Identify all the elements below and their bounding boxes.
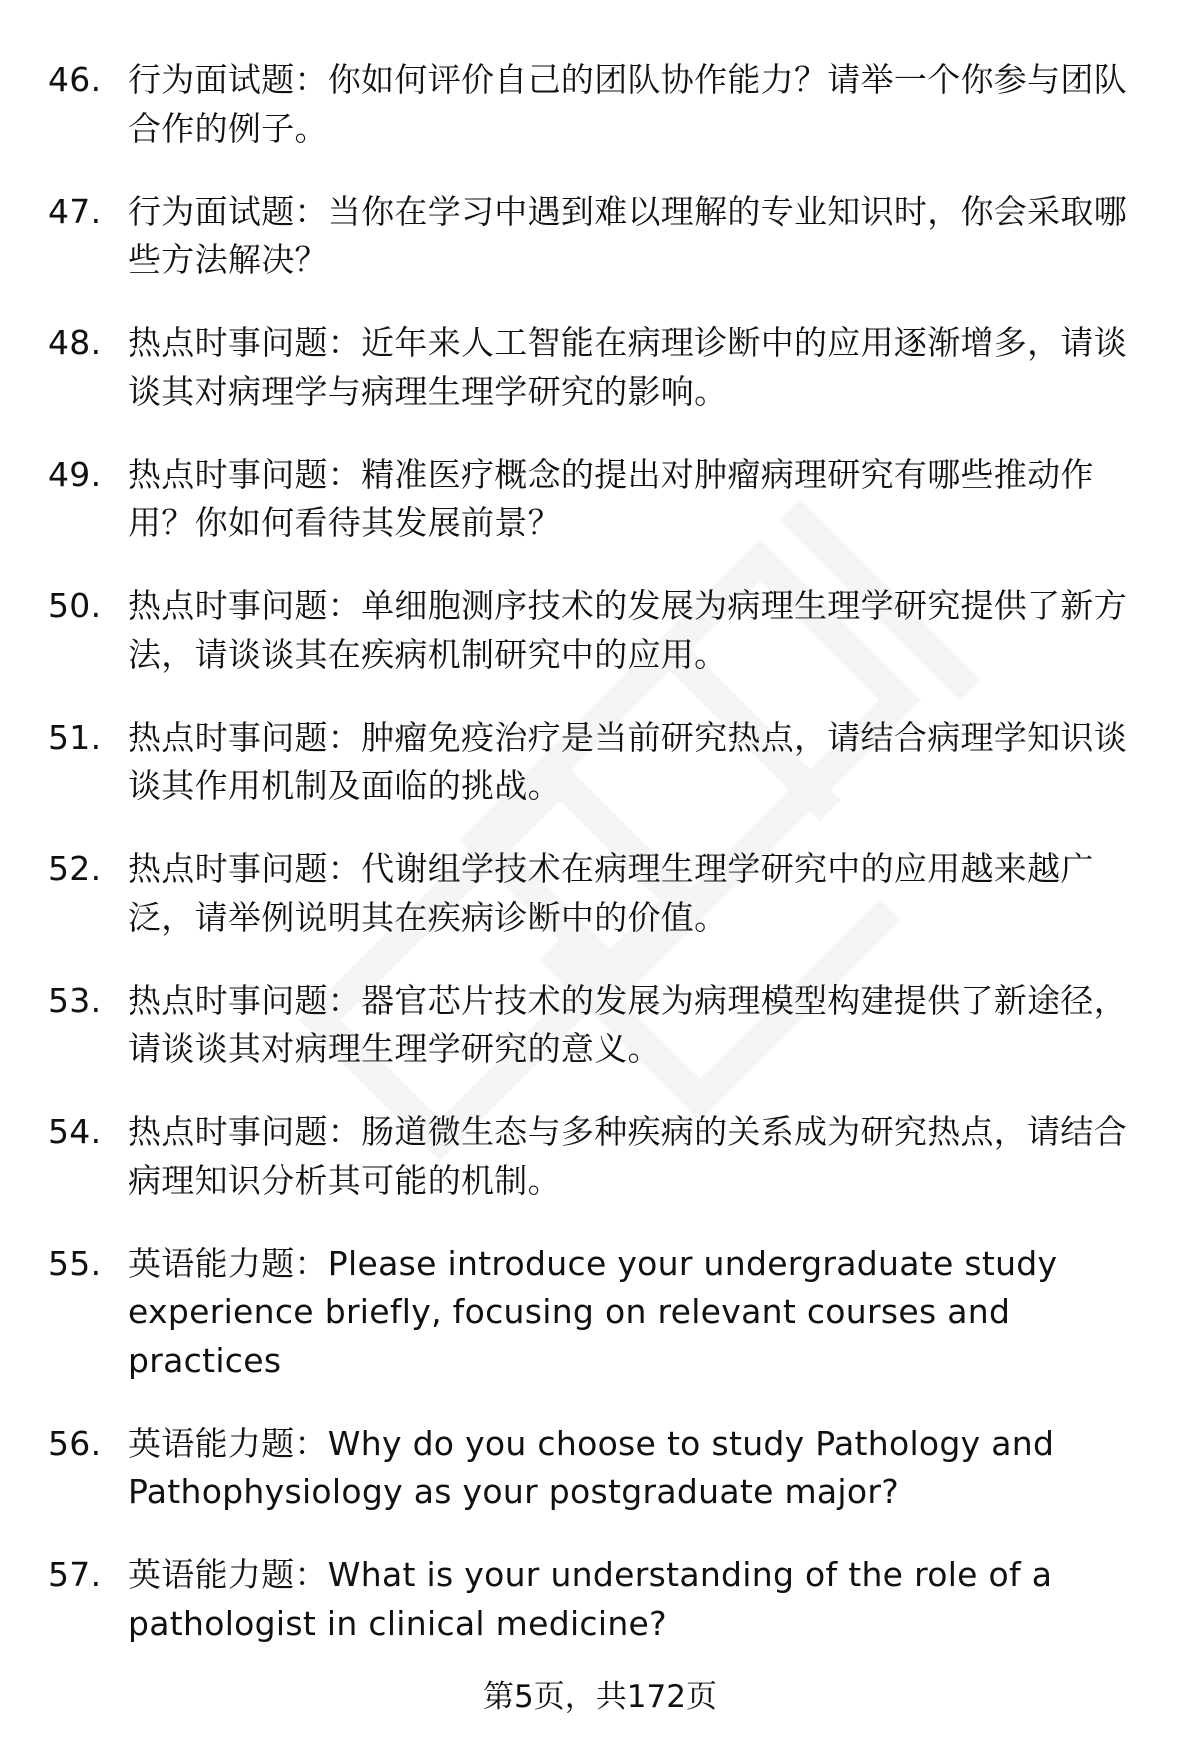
question-number: 55. [48, 1243, 102, 1283]
question-number: 47. [48, 191, 102, 231]
question-number: 48. [48, 323, 102, 362]
question-number: 51. [48, 717, 102, 757]
question-number: 46. [48, 60, 102, 99]
list-item [48, 451, 1158, 548]
question-text: 热点时事问题：单细胞测序技术的发展为病理生理学研究提供了新方法，请谈谈其在疾病机制研究中的应用。 [128, 586, 1127, 674]
question-number: 54. [48, 1112, 102, 1151]
question-text: 热点时事问题：肠道微生态与多种疾病的关系成为研究热点，请结合病理知识分析其可能的机制。 [128, 1112, 1127, 1200]
question-text: 英语能力题：What is your understanding of the role of a pathologist in clinical medicine? [128, 1555, 1053, 1643]
question-text: 英语能力题：Why do you choose to study Pathology and Pathophysiology as your postgraduate major? [128, 1423, 1055, 1511]
question-text: 热点时事问题：精准医疗概念的提出对肿瘤病理研究有哪些推动作用？你如何看待其发展前景？ [128, 454, 1094, 542]
question-number: 49. [48, 454, 102, 494]
question-text: 行为面试题：当你在学习中遇到难以理解的专业知识时，你会采取哪些方法解决？ [128, 191, 1127, 279]
question-number: 50. [48, 586, 102, 625]
list-item [48, 977, 1158, 1074]
question-text: 英语能力题：Please introduce your undergraduate study experience briefly, focusing on relevant courses and practices [128, 1243, 1058, 1380]
question-text: 热点时事问题：代谢组学技术在病理生理学研究中的应用越来越广泛，请举例说明其在疾病诊断中的价值。 [128, 849, 1094, 937]
question-text: 热点时事问题：器官芯片技术的发展为病理模型构建提供了新途径，请谈谈其对病理生理学研究的意义。 [128, 980, 1127, 1068]
list-item [48, 1551, 1158, 1648]
question-text: 热点时事问题：肿瘤免疫治疗是当前研究热点，请结合病理学知识谈谈其作用机制及面临的挑战。 [128, 717, 1127, 805]
question-number: 53. [48, 980, 102, 1020]
list-item [48, 56, 1158, 153]
list-item [48, 1240, 1158, 1386]
question-number: 56. [48, 1423, 102, 1463]
list-item [48, 188, 1158, 285]
question-text: 热点时事问题：近年来人工智能在病理诊断中的应用逐渐增多，请谈谈其对病理学与病理生理学研究的影响。 [128, 323, 1127, 411]
question-number: 52. [48, 849, 102, 888]
list-item [48, 1420, 1158, 1517]
list-item [48, 582, 1158, 679]
list-item [48, 845, 1158, 942]
page-indicator: 第5页，共172页 [483, 1679, 717, 1715]
list-item [48, 319, 1158, 416]
list-item [48, 714, 1158, 811]
question-number: 57. [48, 1555, 102, 1594]
question-text: 行为面试题：你如何评价自己的团队协作能力？请举一个你参与团队合作的例子。 [128, 60, 1127, 148]
list-item [48, 1108, 1158, 1205]
question-list [48, 56, 1158, 1683]
